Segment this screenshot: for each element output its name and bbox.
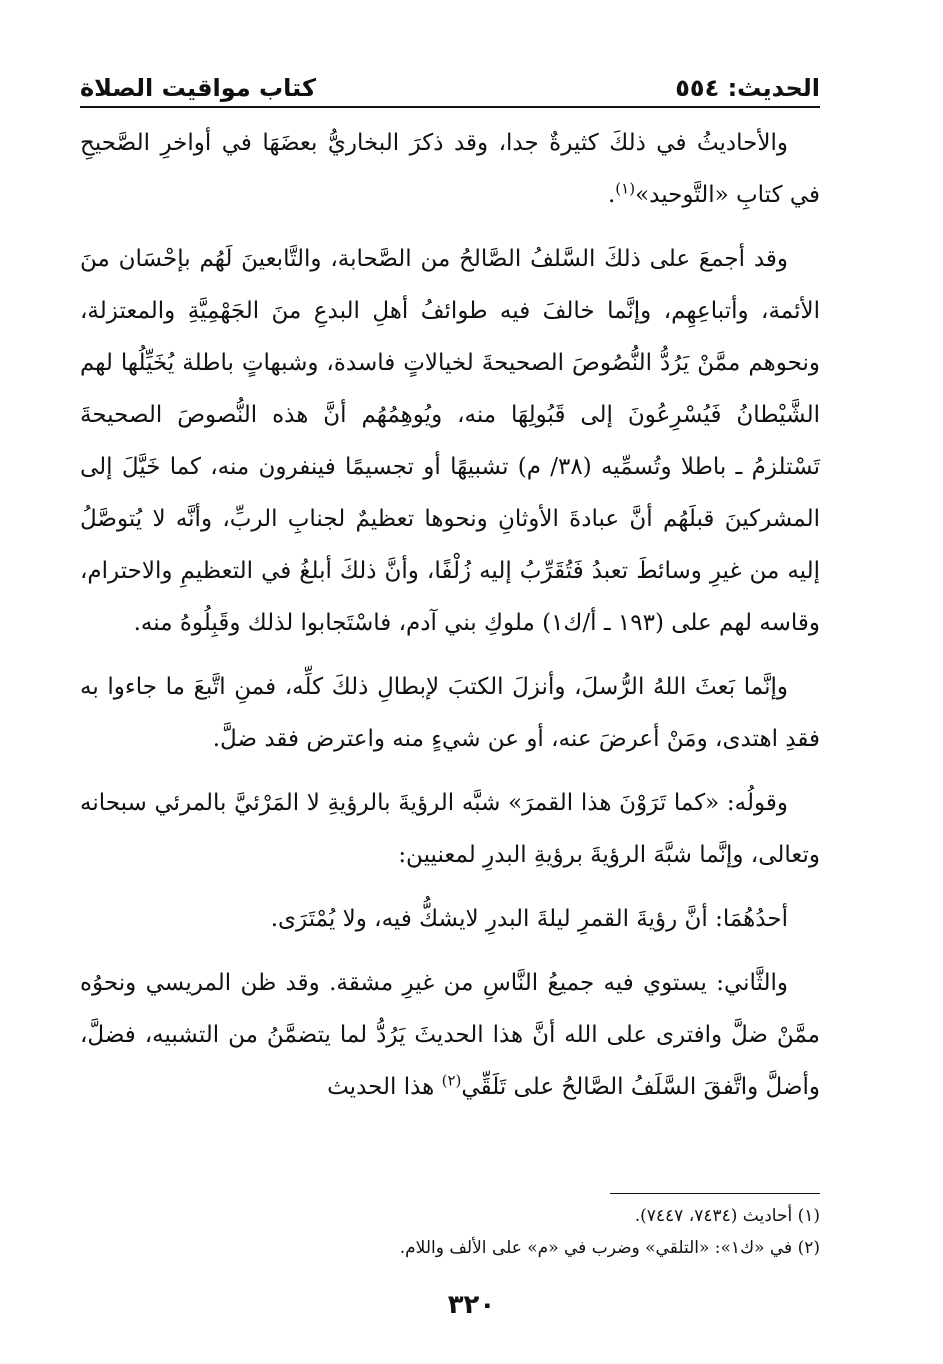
footnote-marker: (٢) [441,1071,462,1090]
paragraph: وقولُه: «كما تَرَوْنَ هذا القمرَ» شبَّه الرؤيةَ بالرؤيةِ لا المَرْئيَّ بالمرئي سبحانه وتعالى، وإنَّما شبَّهَ الرؤيةَ برؤيةِ البدرِ لمعنيين: [80,790,820,868]
book-title: كتاب مواقيت الصلاة [80,74,316,102]
paragraph: أحدُهُمَا: أنَّ رؤيةَ القمرِ ليلةَ البدرِ لايشكُّ فيه، ولا يُمْتَرَى. [270,906,788,932]
paragraph: وقد أجمعَ على ذلكَ السَّلفُ الصَّالحُ من الصَّحابة، والتَّابعينَ لَهُم بإحْسَان منَ الأئمة، وأتباعِهِم، وإنَّما خالفَ فيه طوائفُ أهلِ البدعِ منَ الجَهْمِيَّةِ والمعتزلة، ونحوهم ممَّنْ يَرُدُّ النُّصُوصَ الصحيحةَ لخيالاتٍ فاسدة، وشبهاتٍ باطلة يُخَيِّلُها لهم الشَّيْطانُ فَيُسْرِعُونَ إلى قَبُولِهَا منه، ويُوهِمُهُم أنَّ هذه النُّصوصَ الصحيحةَ تَسْتلزمُ ـ باطلا وتُسمِّيه (٣٨/ م) تشبيهًا أو تجسيمًا فينفرون منه، كما خَيَّلَ إلى المشركينَ قبلَهُم أنَّ عبادةَ الأوثانِ ونحوها تعظيمٌ لجنابِ الربِّ، وأنَّه لا يُتوصَّلُ إليه من غيرِ وسائطَ تعبدُ فَتُقَرِّبُ إليه زُلْفًا، وأنَّ ذلكَ أبلغُ في التعظيمِ والاحترام، وقاسه لهم على (١٩٣ ـ أ/ك١) ملوكِ بني آدم، فاسْتَجابوا لذلك وقَبِلُوهُ منه. [80,246,820,636]
page-number: ٣٢٠ [447,1290,496,1320]
paragraph-end: هذا الحديث [327,1074,442,1100]
footnotes [80,1200,820,1264]
paragraph-text: والثَّاني: يستوي فيه جميعُ النَّاسِ من غيرِ مشقة. وقد ظن المريسي ونحوُه ممَّنْ ضلَّ وافترى على الله أنَّ هذا الحديثَ يَرُدُّ لما يتضمَّنُ من التشبيه، فضلَّ، وأضلَّ واتَّفقَ السَّلَفُ الصَّالحُ على تَلَقِّي [80,970,820,1100]
footnote: (٢) في «ك١»: «التلقي» وضرب في «م» على الألف واللام. [399,1238,820,1258]
main-text [80,117,820,1125]
footnote: (١) أحاديث (٧٤٣٤، ٧٤٤٧). [634,1206,820,1226]
paragraph [80,957,820,1113]
footnote-rule [610,1193,820,1194]
paragraph-end: . [607,182,616,208]
paragraph [80,117,820,221]
hadith-number: الحديث: ٥٥٤ [675,74,820,102]
header-rule [80,106,820,108]
page-header [80,64,820,104]
paragraph: وإنَّما بَعثَ اللهُ الرُّسلَ، وأنزلَ الكتبَ لإبطالِ ذلكَ كلِّه، فمنِ اتَّبعَ ما جاءوا به فقدِ اهتدى، ومَنْ أعرضَ عنه، أو عن شيءٍ منه واعترض فقد ضلَّ. [80,674,820,752]
paragraph-text: والأحاديثُ في ذلكَ كثيرةٌ جدا، وقد ذكرَ البخاريُّ بعضَهَا في أواخرِ الصَّحيحِ في كتابِ «التَّوحيد» [80,130,820,208]
footnote-marker: (١) [615,179,636,198]
